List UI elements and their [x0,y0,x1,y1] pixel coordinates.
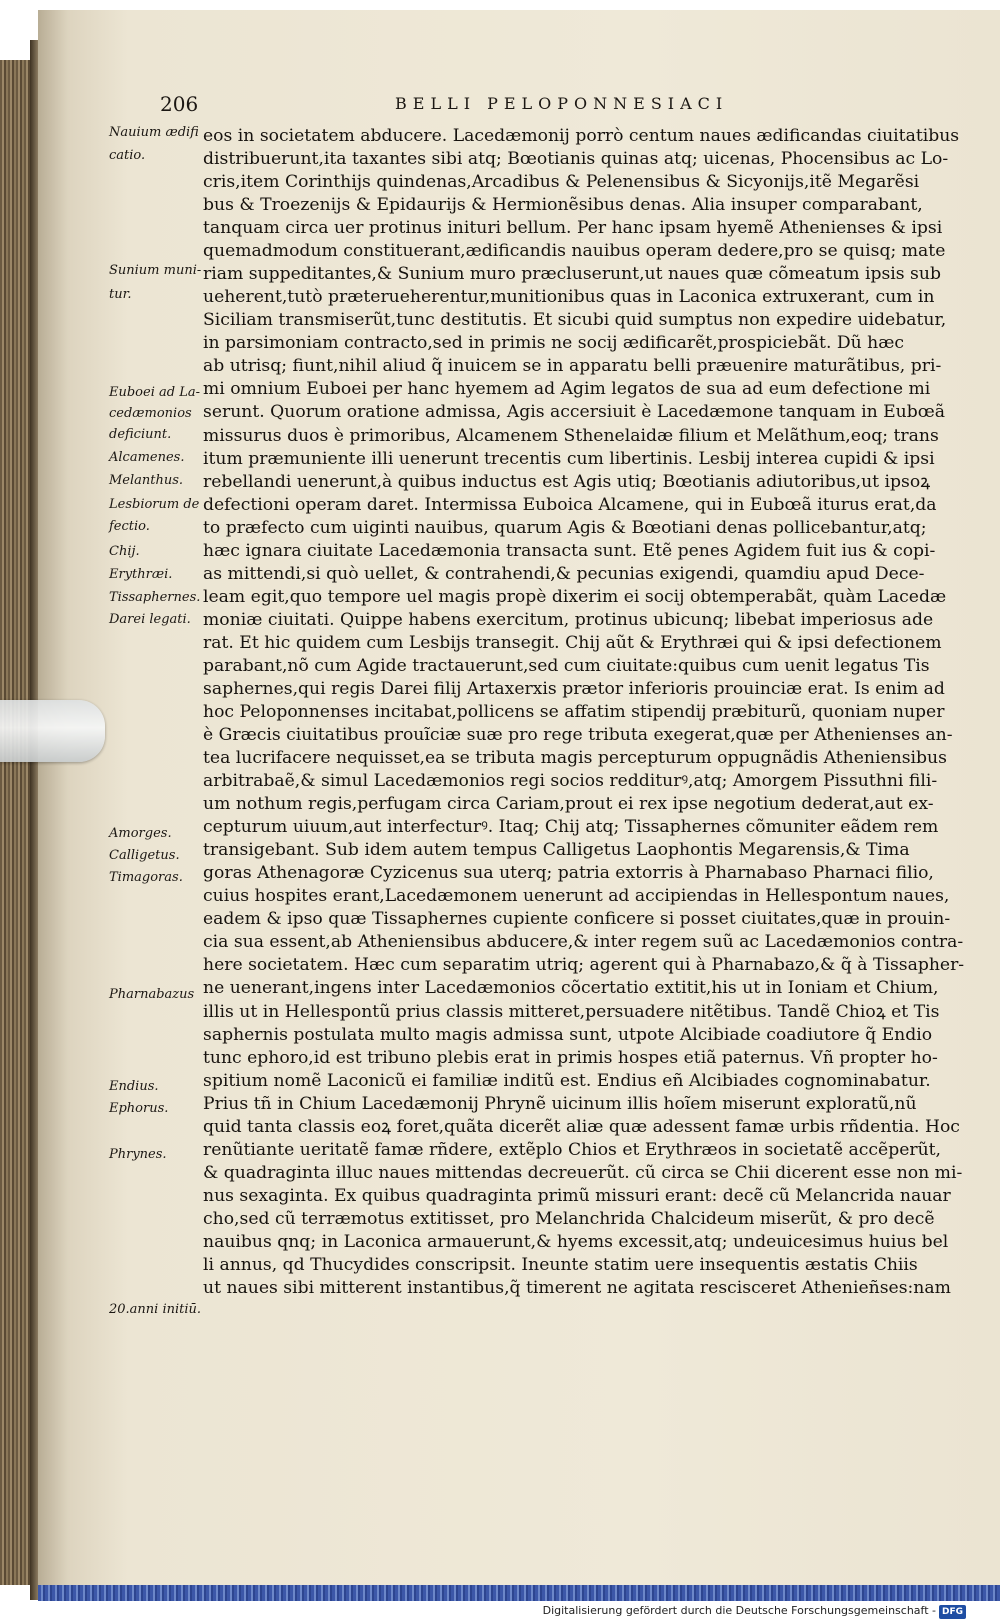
book-gutter [30,40,38,1600]
text-line: saphernes,qui regis Darei filij Artaxerxis prætor inferioris prouinciæ erat. Is enim ad [203,678,945,699]
margin-note: Sunium muni- [109,263,202,278]
text-line: bus & Troezenijs & Epidaurijs & Hermionẽsibus denas. Alia insuper comparabant, [203,195,923,216]
margin-note: Pharnabazus [109,987,195,1002]
text-line: rebellandi uenerunt,à quibus inductus est Agis utiq; Bœotianis adiutoribus,ut ipsoꝝ [203,471,931,492]
text-line: renũtiante ueritatẽ famæ rñdere, extẽplo Chios et Erythræos in societatẽ accẽperũt, [203,1139,942,1160]
margin-note: Phrynes. [109,1147,167,1162]
margin-note: deficiunt. [109,427,172,442]
margin-note: Amorges. [109,826,172,841]
text-line: quid tanta classis eoꝝ foret,quãta dicerẽt aliæ quæ adessent famæ urbis rñdentia. Hoc [203,1116,960,1137]
text-line: goras Athenagoræ Cyzicenus sua uterq; patria extorris à Pharnabaso Pharnaci filio, [203,863,934,884]
text-line: cris,item Corinthijs quindenas,Arcadibus & Pelenensibus & Sicyonijs,itẽ Megarẽsi [203,172,920,193]
text-line: saphernis postulata multo magis admissa sunt, utpote Alcibiade coadiutore q̃ Endio [203,1024,933,1045]
text-line: moniæ ciuitati. Quippe habens exercitum, protinus ubicunq; libebat imperiosus ade [203,609,934,630]
margin-note: Euboei ad La- [109,385,200,400]
text-line: & quadraginta illuc naues mittendas decreuerũt. cũ circa se Chii dicerent esse non mi- [203,1162,963,1183]
text-line: ueherent,tutò præterueherentur,munitionibus quas in Laconica extruxerant, cum in [203,287,935,308]
text-line: nus sexaginta. Ex quibus quadraginta primũ missuri erant: decẽ cũ Melancrida nauar [203,1185,951,1206]
margin-note: Chij. [109,544,140,559]
text-line: eadem & ipso quæ Tissaphernes cupiente conficere si posset ciuitates,quæ in prouin- [203,909,951,930]
margin-note: catio. [109,148,146,163]
text-line: rat. Et hic quidem cum Lesbijs transegit. Chij aũt & Erythræi qui & ipsi defectionem [203,632,942,653]
margin-note: Lesbiorum de [109,497,200,512]
margin-note: Erythræi. [109,567,173,582]
text-line: mi omnium Euboei per hanc hyemem ad Agim legatos de sua ad eum defectione mi [203,379,931,400]
book-edge [0,60,30,1585]
text-line: ut naues sibi mitterent instantibus,q̃ timerent ne agitata rescisceret Athenieñses:nam [203,1278,951,1298]
margin-note: Endius. [109,1079,159,1094]
text-line: riam suppeditantes,& Sunium muro præcluserunt,ut naues quæ cõmeatum ipsis sub [203,264,941,285]
text-line: parabant,nõ cum Agide tractauerunt,sed cum ciuitate:quibus cum uenit legatus Tis [203,655,930,676]
text-line: cepturum uiuum,aut interfecturꝰ. Itaq; Chij atq; Tissaphernes cõmuniter eãdem rem [203,817,939,838]
page-number: 206 [160,92,199,116]
margin-note: Tissaphernes. [109,590,201,605]
text-line: Prius tñ in Chium Lacedæmonij Phrynẽ uicinum illis hoĩem miserunt exploratũ,nũ [203,1093,917,1114]
text-line: nauibus qnq; in Laconica armauerunt,& hyems excessit,atq; undeuicesimus huius bel [203,1231,949,1252]
digitization-credit [543,1601,966,1621]
margin-note: Darei legati. [109,612,191,627]
margin-note: Nauium ædifi [109,125,199,140]
text-line: ab utrisq; fiunt,nihil aliud q̃ inuicem se in apparatu belli præuenire maturãtibus, pri- [203,356,942,377]
text-line: ne uenerant,ingens inter Lacedæmonios cõcertatio extitit,his ut in Ioniam et Chium, [203,978,939,999]
text-line: leam egit,quo tempore uel magis propè dixerim ei socij obtemperabãt, quàm Lacedæ [203,586,947,607]
margin-note: cedæmonios [109,406,192,421]
text-line: è Græcis ciuitatibus prouĩciæ suæ pro rege tributa exegerat,quæ per Athenienses an- [203,725,953,746]
margin-note: tur. [109,287,132,302]
text-line: illis ut in Hellespontũ prius classis mitteret,persuadere nitẽtibus. Tandẽ Chioꝝ et Tis [203,1001,940,1022]
dfg-logo: DFG [939,1605,966,1619]
text-line: tanquam circa uer protinus inituri bellum. Per hanc ipsam hyemẽ Athenienses & ipsi [203,218,943,239]
text-line: as mittendi,si quò uellet, & contrahendi,& pecunias exigendi, quamdiu apud Dece- [203,563,925,584]
text-line: to præfecto cum uiginti nauibus, quarum Agis & Bœotiani denas pollicebantur,atq; [203,517,927,538]
text-line: eos in societatem abducere. Lacedæmonij porrò centum naues ædificandas ciuitatibus [203,126,960,146]
text-line: itum præmuniente illi uenerunt trecentis cum libertinis. Lesbij interea cupidi & ipsi [203,448,935,469]
text-line: li annus, qd Thucydides conscripsit. Ineunte statim uere insequentis æstatis Chiis [203,1254,918,1275]
text-line: in parsimoniam contracto,sed in primis ne socij ædificarẽt,prospiciebãt. Dũ hæc [203,333,905,354]
text-line: quemadmodum constituerant,ædificandis nauibus operam dedere,pro se quisq; mate [203,241,946,262]
text-line: cho,sed cũ terræmotus extitisset, pro Melanchrida Chalcideum miserũt, & pro decẽ [203,1208,935,1229]
text-line: hoc Peloponnenses incitabat,pollicens se affatim stipendij præbiturũ, quoniam nuper [203,702,945,722]
text-line: missurus duos è primoribus, Alcamenem Sthenelaidæ filium et Melãthum,eoq; trans [203,425,939,446]
text-line: arbitrabaẽ,& simul Lacedæmonios regi socios redditurꝰ,atq; Amorgem Pissuthni fili- [203,771,938,792]
bottom-page-edge [38,1585,1000,1601]
text-line: tunc ephoro,id est tribuno plebis erat in primis hospes etiã paternus. Vñ propter ho- [203,1047,938,1068]
margin-note: 20.anni initiū. [109,1302,202,1317]
text-line: distribuerunt,ita taxantes sibi atq; Bœotianis quinas atq; uicenas, Phocensibus ac Lo- [203,149,949,170]
bookmark-tab [0,700,105,762]
text-line: spitium nomẽ Laconicũ ei familiæ inditũ est. Endius eñ Alcibiades cognominabatur. [203,1070,931,1091]
running-title: BELLI PELOPONNESIACI [395,94,729,113]
text-line: cia sua essent,ab Atheniensibus abducere,& inter regem suũ ac Lacedæmonios contra- [203,932,964,953]
credit-text: Digitalisierung gefördert durch die Deutsche Forschungsgemeinschaft - [542,1604,936,1617]
text-line: hæc ignara ciuitate Lacedæmonia transacta sunt. Etẽ penes Agidem fuit ius & copi- [203,540,936,561]
margin-note: Ephorus. [109,1101,169,1116]
margin-note: fectio. [109,519,150,534]
text-line: transigebant. Sub idem autem tempus Calligetus Laophontis Megarensis,& Tima [203,840,910,861]
text-line: um nothum regis,perfugam circa Cariam,prout ei rex ipse negotium dederat,aut ex- [203,794,934,815]
margin-note: Melanthus. [109,473,184,488]
margin-note: Alcamenes. [109,450,185,465]
margin-note: Calligetus. [109,848,180,863]
margin-note: Timagoras. [109,870,183,885]
text-line: tea lucrifacere nequisset,ea se tributa magis percepturum oppugnãdis Atheniensibus [203,748,947,769]
text-line: serunt. Quorum oratione admissa, Agis accersiuit è Lacedæmone tanquam in Eubœã [203,402,945,423]
text-line: defectioni operam daret. Intermissa Euboica Alcamene, qui in Eubœã iturus erat,da [203,494,937,515]
text-line: Siciliam transmiserũt,tunc destitutis. Et sicubi quid sumptus non expedire uidebatur, [203,310,947,331]
text-line: here societatem. Hæc cum separatim utriq; agerent qui à Pharnabazo,& q̃ à Tissapher- [203,955,965,976]
text-line: cuius hospites erant,Lacedæmonem uenerunt ad accipiendas in Hellespontum naues, [203,886,950,907]
